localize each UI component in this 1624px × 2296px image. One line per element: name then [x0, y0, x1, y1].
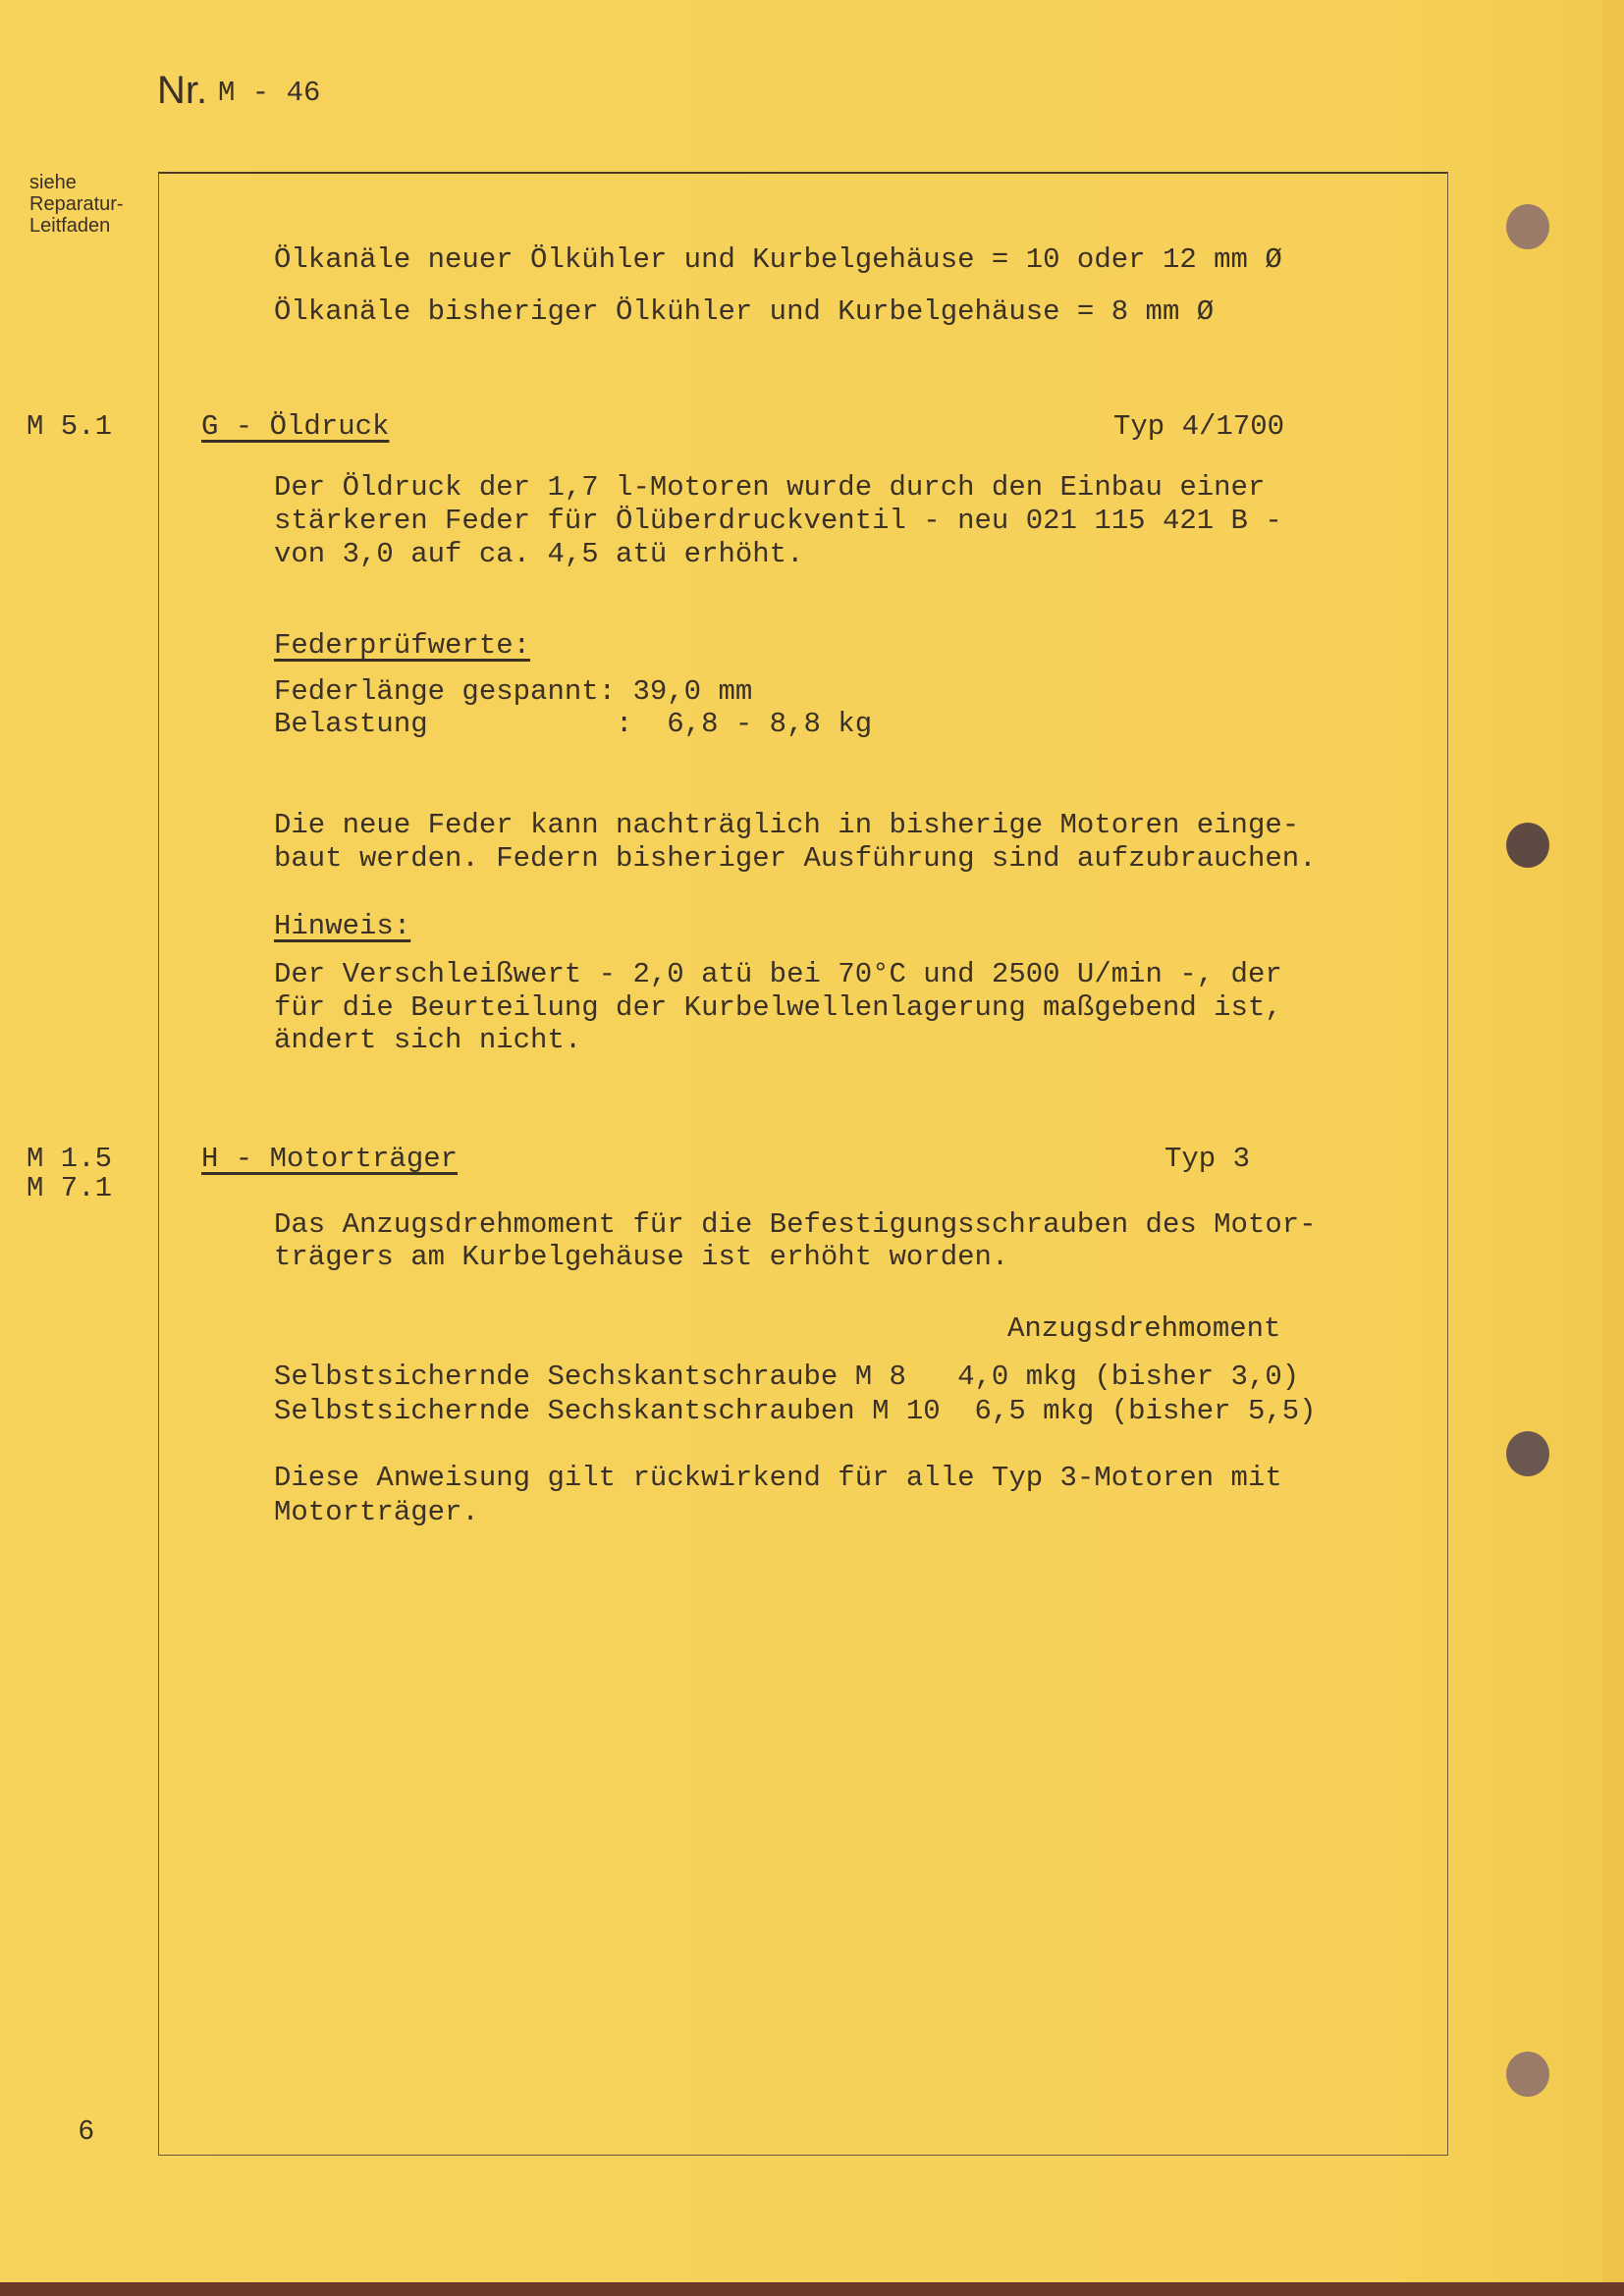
margin-note: Reparatur-: [29, 193, 124, 215]
torque-row: Selbstsichernde Sechskantschraube M 8 4,0 mkg (bisher 3,0): [274, 1361, 1300, 1393]
punch-hole-icon: [1506, 2052, 1549, 2097]
body-line: Der Verschleißwert - 2,0 atü bei 70°C und 2500 U/min -, der: [274, 958, 1282, 990]
subheading: Hinweis:: [274, 910, 411, 942]
section-type: Typ 3: [1164, 1143, 1251, 1175]
section-title: G - Öldruck: [201, 410, 390, 443]
body-line: Der Öldruck der 1,7 l-Motoren wurde durch den Einbau einer: [274, 471, 1266, 504]
punch-hole-icon: [1506, 1431, 1549, 1476]
body-line: für die Beurteilung der Kurbelwellenlagerung maßgebend ist,: [274, 991, 1282, 1024]
bottom-border: [0, 2282, 1624, 2296]
section-title: H - Motorträger: [201, 1143, 459, 1175]
body-line: trägers am Kurbelgehäuse ist erhöht worden.: [274, 1241, 1009, 1273]
column-heading: Anzugsdrehmoment: [1007, 1312, 1281, 1345]
subheading: Federprüfwerte:: [274, 629, 531, 662]
intro-line: Ölkanäle bisheriger Ölkühler und Kurbelgehäuse = 8 mm Ø: [274, 295, 1215, 328]
margin-reference: M 5.1: [27, 410, 113, 443]
body-line: von 3,0 auf ca. 4,5 atü erhöht.: [274, 538, 804, 570]
spec-line: Belastung : 6,8 - 8,8 kg: [274, 708, 873, 740]
page-number: 6: [79, 2114, 94, 2145]
punch-hole-icon: [1506, 204, 1549, 249]
body-line: Das Anzugsdrehmoment für die Befestigungsschrauben des Motor-: [274, 1208, 1317, 1241]
paper-edge: [1602, 0, 1624, 2296]
body-line: Die neue Feder kann nachträglich in bisherige Motoren einge-: [274, 809, 1300, 841]
punch-hole-icon: [1506, 823, 1549, 868]
torque-row: Selbstsichernde Sechskantschrauben M 10 6,5 mkg (bisher 5,5): [274, 1395, 1317, 1427]
body-line: Diese Anweisung gilt rückwirkend für alle Typ 3-Motoren mit: [274, 1462, 1282, 1494]
margin-reference: M 1.5: [27, 1143, 113, 1175]
margin-note: siehe: [29, 172, 77, 193]
body-line: baut werden. Federn bisheriger Ausführung sind aufzubrauchen.: [274, 842, 1317, 875]
document-number: M - 46: [218, 77, 321, 109]
body-line: Motorträger.: [274, 1496, 479, 1528]
body-line: stärkeren Feder für Ölüberdruckventil - neu 021 115 421 B -: [274, 505, 1282, 537]
intro-line: Ölkanäle neuer Ölkühler und Kurbelgehäuse = 10 oder 12 mm Ø: [274, 243, 1282, 276]
margin-note: Leitfaden: [29, 215, 111, 237]
spec-line: Federlänge gespannt: 39,0 mm: [274, 675, 753, 708]
section-type: Typ 4/1700: [1113, 410, 1285, 443]
number-label: Nr.: [157, 69, 208, 112]
margin-reference: M 7.1: [27, 1172, 113, 1204]
body-line: ändert sich nicht.: [274, 1024, 582, 1056]
